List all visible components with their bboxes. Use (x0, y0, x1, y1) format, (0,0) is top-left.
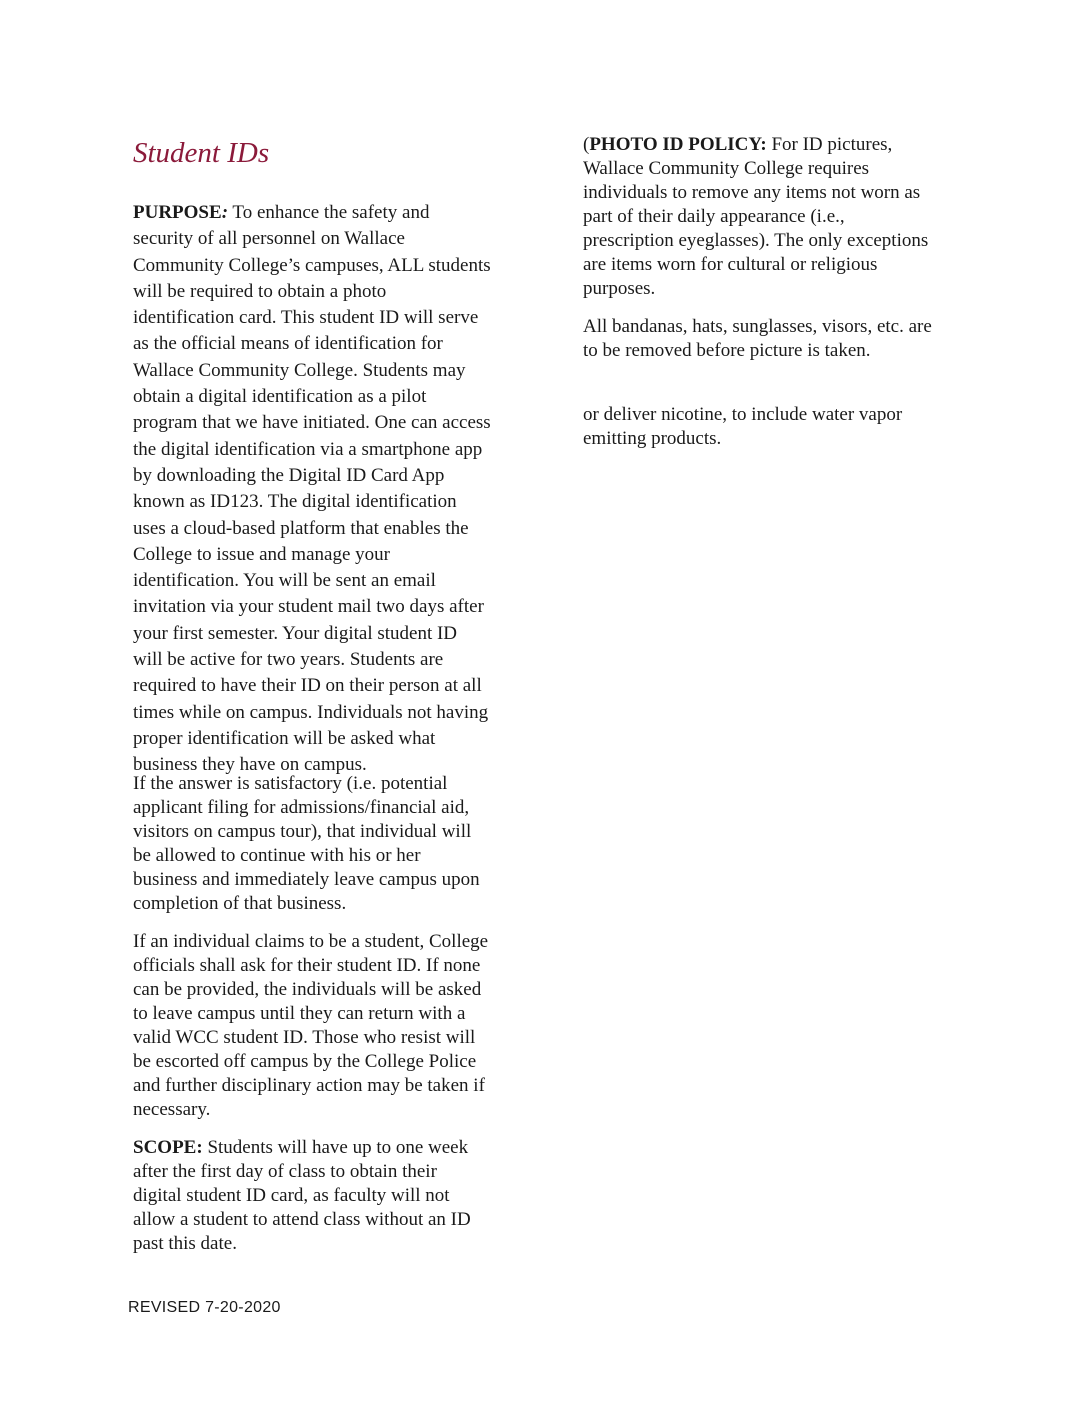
claims-line: and further disciplinary action may be taken if (133, 1075, 485, 1096)
purpose-line: required to have their ID on their person at all (133, 675, 482, 697)
nicotine-line: or deliver nicotine, to include water vapor (583, 404, 903, 425)
scope-paragraph (133, 1136, 553, 1256)
purpose-line: uses a cloud-based platform that enables the (133, 517, 469, 539)
photo-policy-label: PHOTO ID POLICY: (589, 134, 767, 155)
purpose-line: To enhance the safety and (228, 202, 430, 223)
photo-policy-line: purposes. (583, 278, 656, 299)
photo-policy-line: For ID pictures, (766, 134, 893, 155)
scope-line: past this date. (133, 1233, 237, 1254)
answer-line: be allowed to continue with his or her (133, 845, 421, 866)
answer-line: business and immediately leave campus upon (133, 869, 480, 890)
open-paren: ( (583, 134, 590, 155)
purpose-line: will be required to obtain a photo (133, 280, 387, 302)
photo-policy-line: prescription eyeglasses). The only exceptions (583, 230, 929, 251)
purpose-line: program that we have initiated. One can access (133, 412, 491, 434)
scope-line: Students will have up to one week (202, 1137, 469, 1158)
purpose-line: as the official means of identification for (133, 333, 443, 355)
revision-footer: REVISED 7-20-2020 (128, 1299, 281, 1316)
purpose-colon: : (221, 202, 229, 223)
nicotine-paragraph (583, 403, 1003, 451)
purpose-line: times while on campus. Individuals not having (133, 701, 489, 723)
purpose-line: obtain a digital identification as a pilot (133, 386, 427, 408)
purpose-line: by downloading the Digital ID Card App (133, 464, 445, 486)
purpose-line: identification card. This student ID will serve (133, 307, 479, 329)
purpose-line: Wallace Community College. Students may (133, 359, 466, 381)
purpose-line: security of all personnel on Wallace (133, 228, 405, 250)
claims-line: be escorted off campus by the College Police (133, 1051, 477, 1072)
page-title: Student IDs (133, 137, 270, 169)
answer-line: completion of that business. (133, 893, 347, 914)
claims-paragraph (133, 930, 553, 1122)
photo-policy-line: Wallace Community College requires (583, 158, 870, 179)
nicotine-line: emitting products. (583, 428, 722, 449)
removal-line: All bandanas, hats, sunglasses, visors, etc. are (583, 316, 932, 337)
photo-policy-line: individuals to remove any items not worn as (583, 182, 921, 203)
answer-paragraph (133, 772, 553, 916)
answer-line: visitors on campus tour), that individual will (133, 821, 472, 842)
removal-paragraph (583, 315, 1003, 363)
answer-line: If the answer is satisfactory (i.e. potential (133, 773, 448, 794)
claims-line: to leave campus until they can return with a (133, 1003, 466, 1024)
purpose-line: identification. You will be sent an email (133, 570, 436, 592)
purpose-line: proper identification will be asked what (133, 727, 436, 749)
scope-line: allow a student to attend class without an ID (133, 1209, 471, 1230)
purpose-line: the digital identification via a smartphone app (133, 438, 483, 460)
claims-line: valid WCC student ID. Those who resist will (133, 1027, 476, 1048)
purpose-line: Community College’s campuses, ALL students (133, 254, 491, 276)
purpose-line: known as ID123. The digital identification (133, 491, 457, 513)
purpose-label: PURPOSE (133, 202, 222, 223)
purpose-line: your first semester. Your digital student ID (133, 622, 458, 644)
purpose-line: invitation via your student mail two days after (133, 596, 484, 618)
claims-line: necessary. (133, 1099, 211, 1120)
purpose-paragraph (133, 200, 553, 779)
purpose-line: College to issue and manage your (133, 543, 390, 565)
claims-line: If an individual claims to be a student, College (133, 931, 489, 952)
photo-policy-line: part of their daily appearance (i.e., (583, 206, 845, 227)
removal-line: to be removed before picture is taken. (583, 340, 871, 361)
photo-policy-paragraph (583, 133, 1003, 301)
purpose-line: will be active for two years. Students are (133, 649, 444, 671)
claims-line: officials shall ask for their student ID. If none (133, 955, 481, 976)
scope-line: digital student ID card, as faculty will not (133, 1185, 450, 1206)
photo-policy-line: are items worn for cultural or religious (583, 254, 878, 275)
answer-line: applicant filing for admissions/financial aid, (133, 797, 470, 818)
scope-line: after the first day of class to obtain their (133, 1161, 437, 1182)
claims-line: can be provided, the individuals will be asked (133, 979, 482, 1000)
scope-label: SCOPE: (133, 1137, 203, 1158)
purpose-line: business they have on campus. (133, 754, 367, 776)
